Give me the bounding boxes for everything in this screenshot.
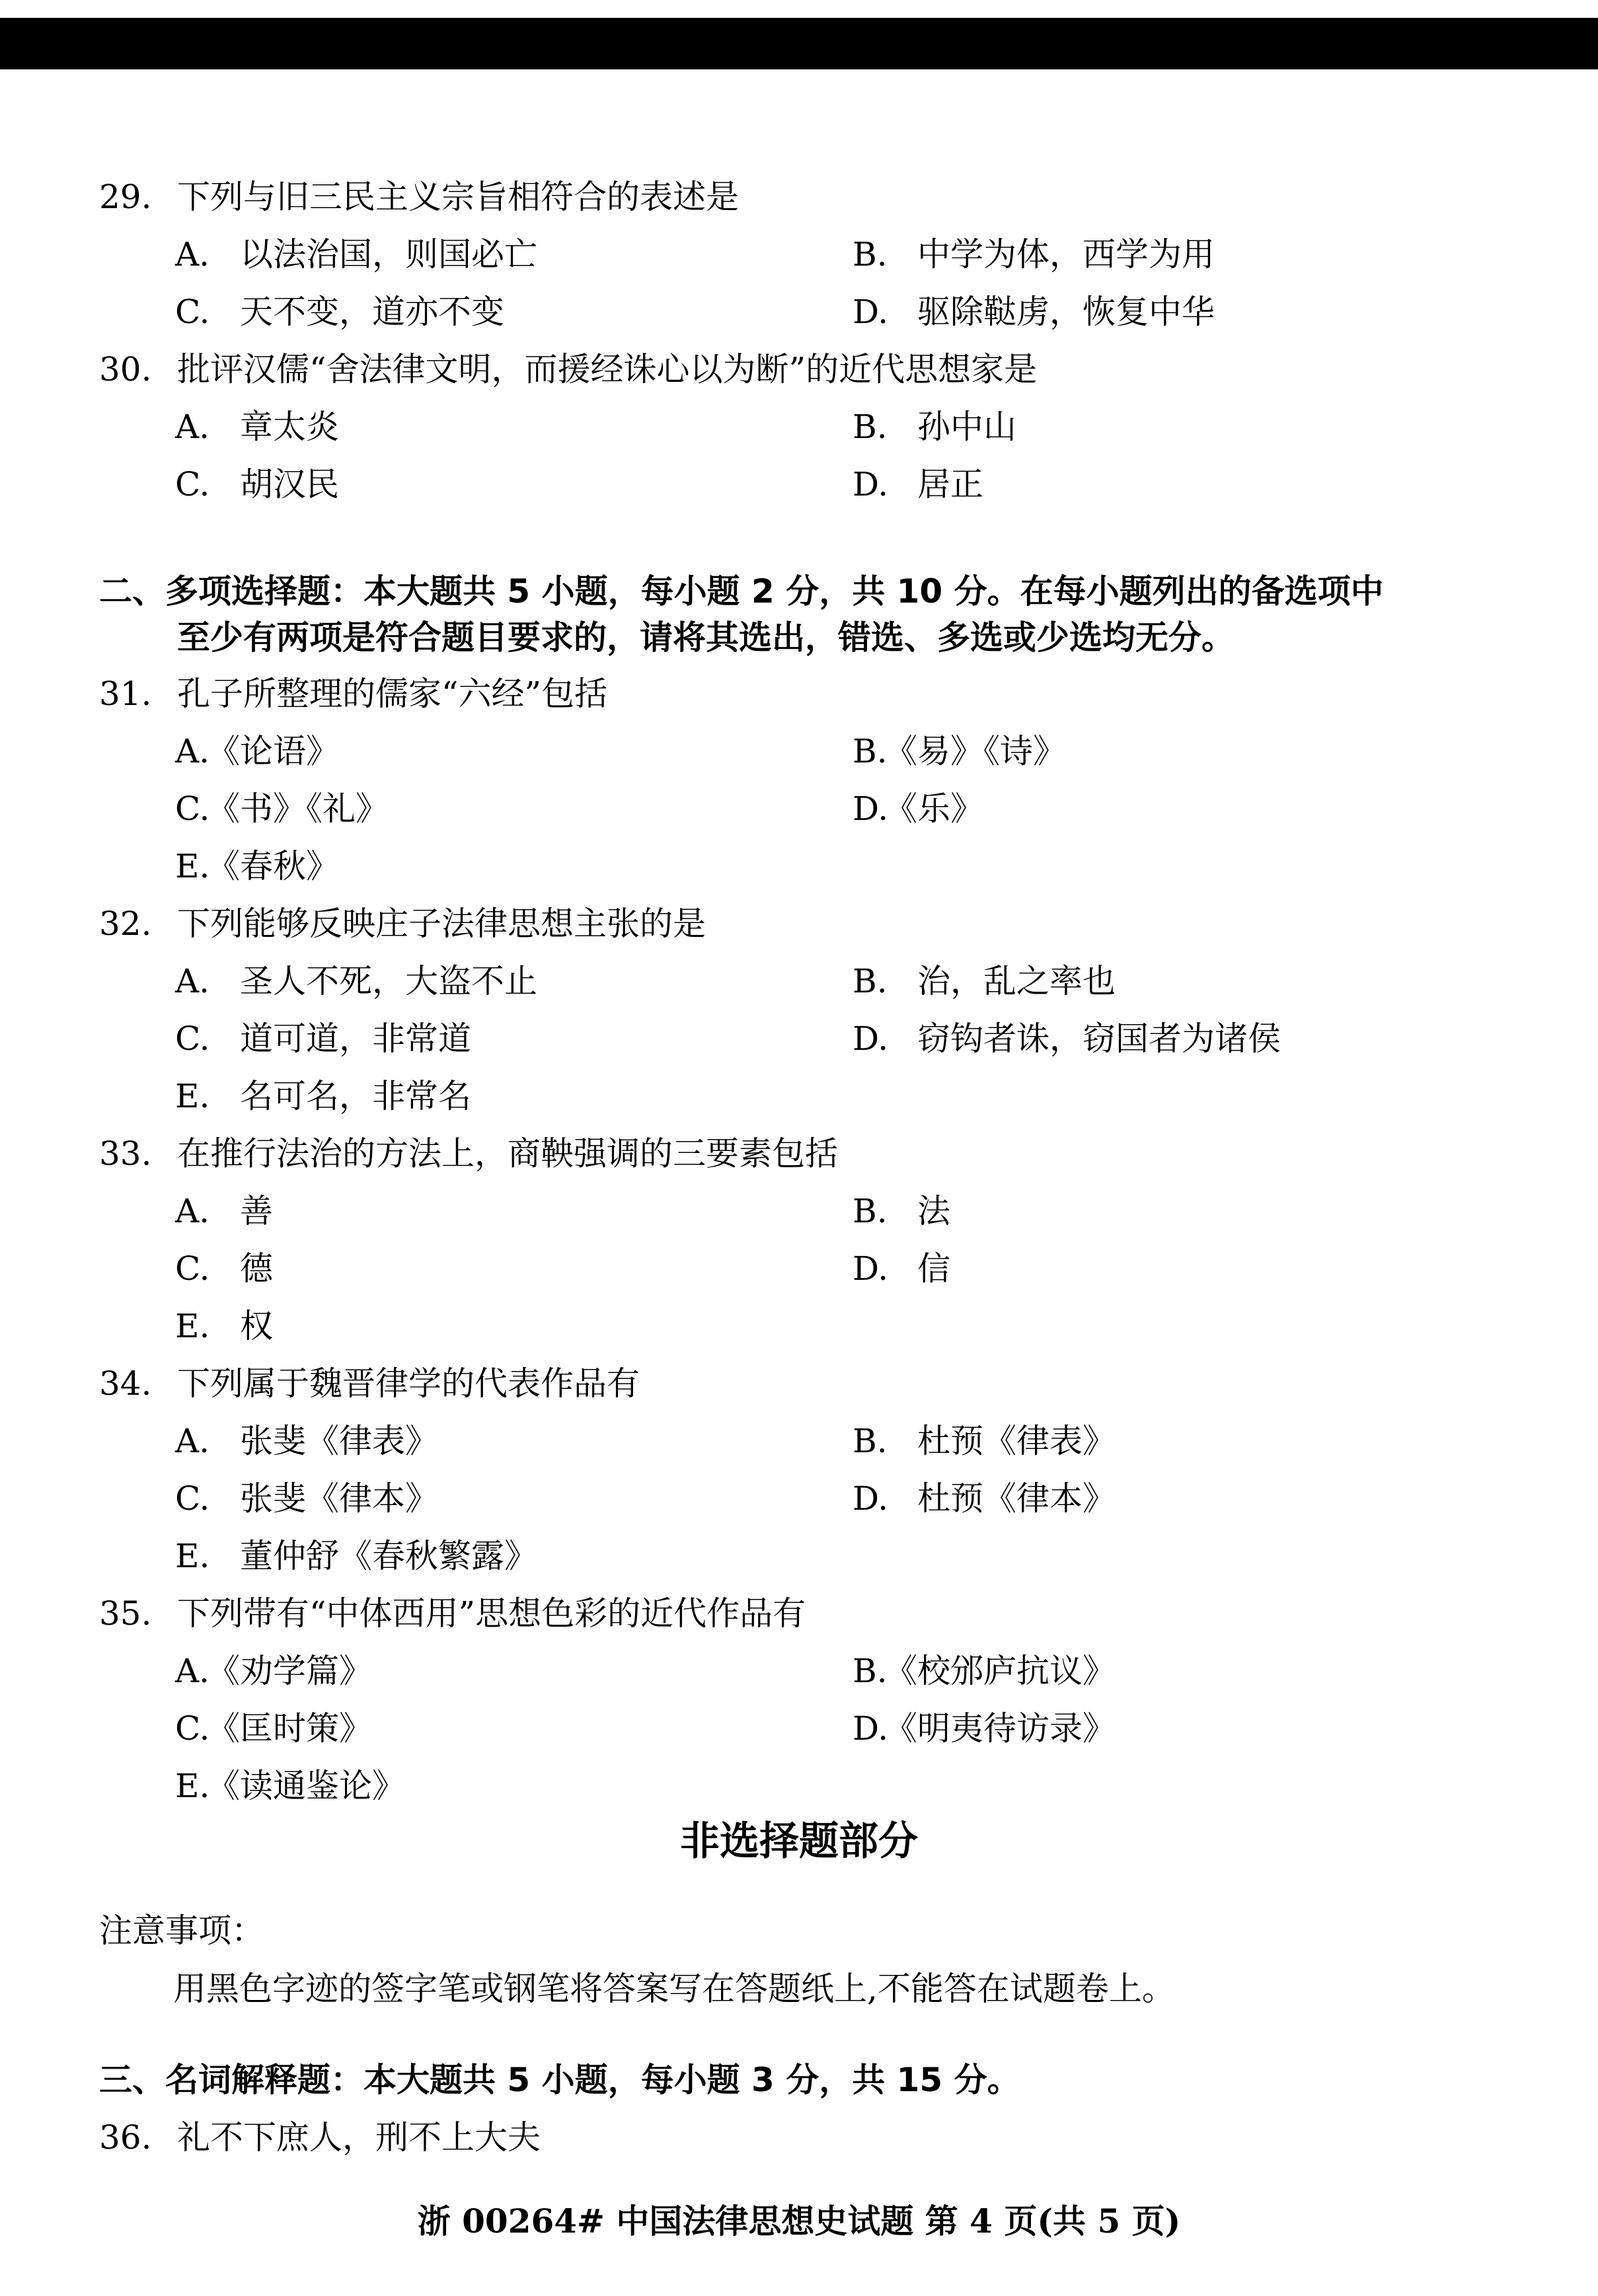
question-number: 33. xyxy=(99,1134,152,1173)
question-stem: 下列带有“中体西用”思想色彩的近代作品有 xyxy=(177,1594,806,1633)
question-32 xyxy=(99,904,706,944)
option-letter: C. xyxy=(175,465,210,503)
option-text: 权 xyxy=(240,1307,273,1345)
question-stem: 孔子所整理的儒家“六经”包括 xyxy=(177,675,608,713)
option-text: 杜预《律本》 xyxy=(917,1479,1116,1518)
option-text: 法 xyxy=(917,1192,950,1230)
option-text: 德 xyxy=(240,1249,273,1288)
option-letter: B. xyxy=(853,732,888,770)
option-letter: D. xyxy=(853,1479,889,1518)
option-text: 孙中山 xyxy=(917,408,1016,446)
q34-option-e xyxy=(175,1536,537,1576)
option-text: 《乐》 xyxy=(884,790,983,828)
option-text: 张斐《律本》 xyxy=(240,1479,438,1518)
option-text: 《明夷待访录》 xyxy=(884,1709,1116,1748)
q32-option-a xyxy=(175,961,537,1001)
q31-option-d xyxy=(853,789,983,829)
question-34 xyxy=(99,1364,640,1403)
q34-option-c xyxy=(175,1479,438,1518)
section-2-heading-line1: 二、多项选择题：本大题共 5 小题，每小题 2 分，共 10 分。在每小题列出的备选项中 xyxy=(99,572,1384,611)
option-text: 《校邠庐抗议》 xyxy=(884,1652,1116,1690)
option-letter: E. xyxy=(175,1077,210,1115)
q35-option-b xyxy=(853,1651,1116,1691)
q32-option-e xyxy=(175,1076,471,1116)
question-number: 35. xyxy=(99,1594,152,1633)
question-33 xyxy=(99,1134,838,1173)
question-36 xyxy=(99,2118,541,2157)
option-letter: E. xyxy=(175,1767,210,1805)
question-stem: 批评汉儒“舍法律文明，而援经诛心以为断”的近代思想家是 xyxy=(177,350,1038,389)
q31-option-c xyxy=(175,789,389,829)
non-choice-section-title: 非选择题部分 xyxy=(680,1818,918,1865)
option-letter: D. xyxy=(853,293,889,331)
q35-option-d xyxy=(853,1709,1116,1748)
page-footer: 浙 00264# 中国法律思想史试题 第 4 页(共 5 页) xyxy=(417,2202,1181,2240)
option-text: 《春秋》 xyxy=(207,847,339,885)
option-letter: B. xyxy=(853,235,888,274)
question-number: 30. xyxy=(99,350,152,389)
q30-option-b xyxy=(853,407,1016,447)
q34-option-d xyxy=(853,1479,1116,1518)
question-stem: 在推行法治的方法上，商鞅强调的三要素包括 xyxy=(177,1134,838,1173)
option-text: 胡汉民 xyxy=(240,465,339,503)
q32-option-b xyxy=(853,961,1116,1001)
q33-option-d xyxy=(853,1249,950,1288)
option-letter: B. xyxy=(853,1192,888,1230)
question-number: 31. xyxy=(99,675,152,713)
option-text: 中学为体，西学为用 xyxy=(917,235,1215,274)
option-letter: D. xyxy=(853,1709,889,1748)
question-number: 29. xyxy=(99,178,152,216)
option-letter: B. xyxy=(853,1652,888,1690)
option-letter: C. xyxy=(175,790,210,828)
option-letter: A. xyxy=(175,1652,210,1690)
option-letter: B. xyxy=(853,408,888,446)
option-text: 董仲舒《春秋繁露》 xyxy=(240,1537,537,1575)
option-letter: B. xyxy=(853,1422,888,1460)
question-29 xyxy=(99,177,739,217)
q29-option-c xyxy=(175,292,504,332)
option-text: 信 xyxy=(917,1249,950,1288)
option-letter: A. xyxy=(175,408,210,446)
option-text: 《书》《礼》 xyxy=(207,790,389,828)
question-number: 36. xyxy=(99,2118,152,2157)
option-text: 杜预《律表》 xyxy=(917,1422,1116,1460)
option-text: 《匡时策》 xyxy=(207,1709,372,1748)
q34-option-b xyxy=(853,1421,1116,1461)
option-text: 《论语》 xyxy=(207,732,339,770)
q33-option-c xyxy=(175,1249,273,1288)
option-letter: D. xyxy=(853,465,889,503)
option-text: 道可道，非常道 xyxy=(240,1019,471,1058)
option-letter: E. xyxy=(175,847,210,885)
option-letter: A. xyxy=(175,1422,210,1460)
q29-option-d xyxy=(853,292,1215,332)
option-text: 《劝学篇》 xyxy=(207,1652,372,1690)
notice-label: 注意事项： xyxy=(99,1911,264,1950)
q31-option-a xyxy=(175,731,339,771)
option-text: 《读通鉴论》 xyxy=(207,1767,405,1805)
option-text: 天不变，道亦不变 xyxy=(240,293,504,331)
option-text: 治，乱之率也 xyxy=(917,962,1116,1000)
option-text: 《易》《诗》 xyxy=(884,732,1066,770)
q30-option-d xyxy=(853,464,983,504)
option-text: 驱除鞑虏，恢复中华 xyxy=(917,293,1215,331)
option-letter: A. xyxy=(175,962,210,1000)
q30-option-c xyxy=(175,464,339,504)
q34-option-a xyxy=(175,1421,438,1461)
option-letter: D. xyxy=(853,790,889,828)
question-30 xyxy=(99,350,1037,389)
option-text: 圣人不死，大盗不止 xyxy=(240,962,537,1000)
option-text: 窃钩者诛，窃国者为诸侯 xyxy=(917,1019,1281,1058)
q30-option-a xyxy=(175,407,339,447)
option-text: 名可名，非常名 xyxy=(240,1077,471,1115)
question-stem: 礼不下庶人，刑不上大夫 xyxy=(177,2118,541,2157)
option-letter: A. xyxy=(175,732,210,770)
question-31 xyxy=(99,674,607,714)
question-stem: 下列能够反映庄子法律思想主张的是 xyxy=(177,905,706,943)
option-letter: C. xyxy=(175,1249,210,1288)
q29-option-a xyxy=(175,235,537,274)
option-letter: E. xyxy=(175,1537,210,1575)
notice-text: 用黑色字迹的签字笔或钢笔将答案写在答题纸上,不能答在试题卷上。 xyxy=(173,1970,1175,2008)
question-stem: 下列属于魏晋律学的代表作品有 xyxy=(177,1364,640,1403)
option-letter: D. xyxy=(853,1249,889,1288)
option-text: 章太炎 xyxy=(240,408,339,446)
option-letter: B. xyxy=(853,962,888,1000)
option-letter: C. xyxy=(175,293,210,331)
q31-option-e xyxy=(175,846,339,886)
option-text: 善 xyxy=(240,1192,273,1230)
option-letter: C. xyxy=(175,1479,210,1518)
q33-option-e xyxy=(175,1306,273,1346)
option-letter: A. xyxy=(175,235,210,274)
q35-option-a xyxy=(175,1651,372,1691)
scan-top-black-bar xyxy=(0,18,1598,69)
option-letter: C. xyxy=(175,1709,210,1748)
option-letter: D. xyxy=(853,1019,889,1058)
q31-option-b xyxy=(853,731,1066,771)
question-stem: 下列与旧三民主义宗旨相符合的表述是 xyxy=(177,178,739,216)
section-3-heading: 三、名词解释题：本大题共 5 小题，每小题 3 分，共 15 分。 xyxy=(99,2061,1020,2099)
question-number: 32. xyxy=(99,905,152,943)
q33-option-b xyxy=(853,1191,950,1231)
section-2-heading-line2: 至少有两项是符合题目要求的，请将其选出，错选、多选或少选均无分。 xyxy=(177,618,1235,657)
option-text: 张斐《律表》 xyxy=(240,1422,438,1460)
q32-option-d xyxy=(853,1019,1281,1058)
option-text: 以法治国，则国必亡 xyxy=(240,235,537,274)
q32-option-c xyxy=(175,1019,471,1058)
q35-option-c xyxy=(175,1709,372,1748)
q35-option-e xyxy=(175,1766,405,1806)
option-letter: E. xyxy=(175,1307,210,1345)
q29-option-b xyxy=(853,235,1215,274)
q33-option-a xyxy=(175,1191,273,1231)
option-letter: A. xyxy=(175,1192,210,1230)
question-number: 34. xyxy=(99,1364,152,1403)
option-letter: C. xyxy=(175,1019,210,1058)
question-35 xyxy=(99,1594,806,1633)
option-text: 居正 xyxy=(917,465,983,503)
